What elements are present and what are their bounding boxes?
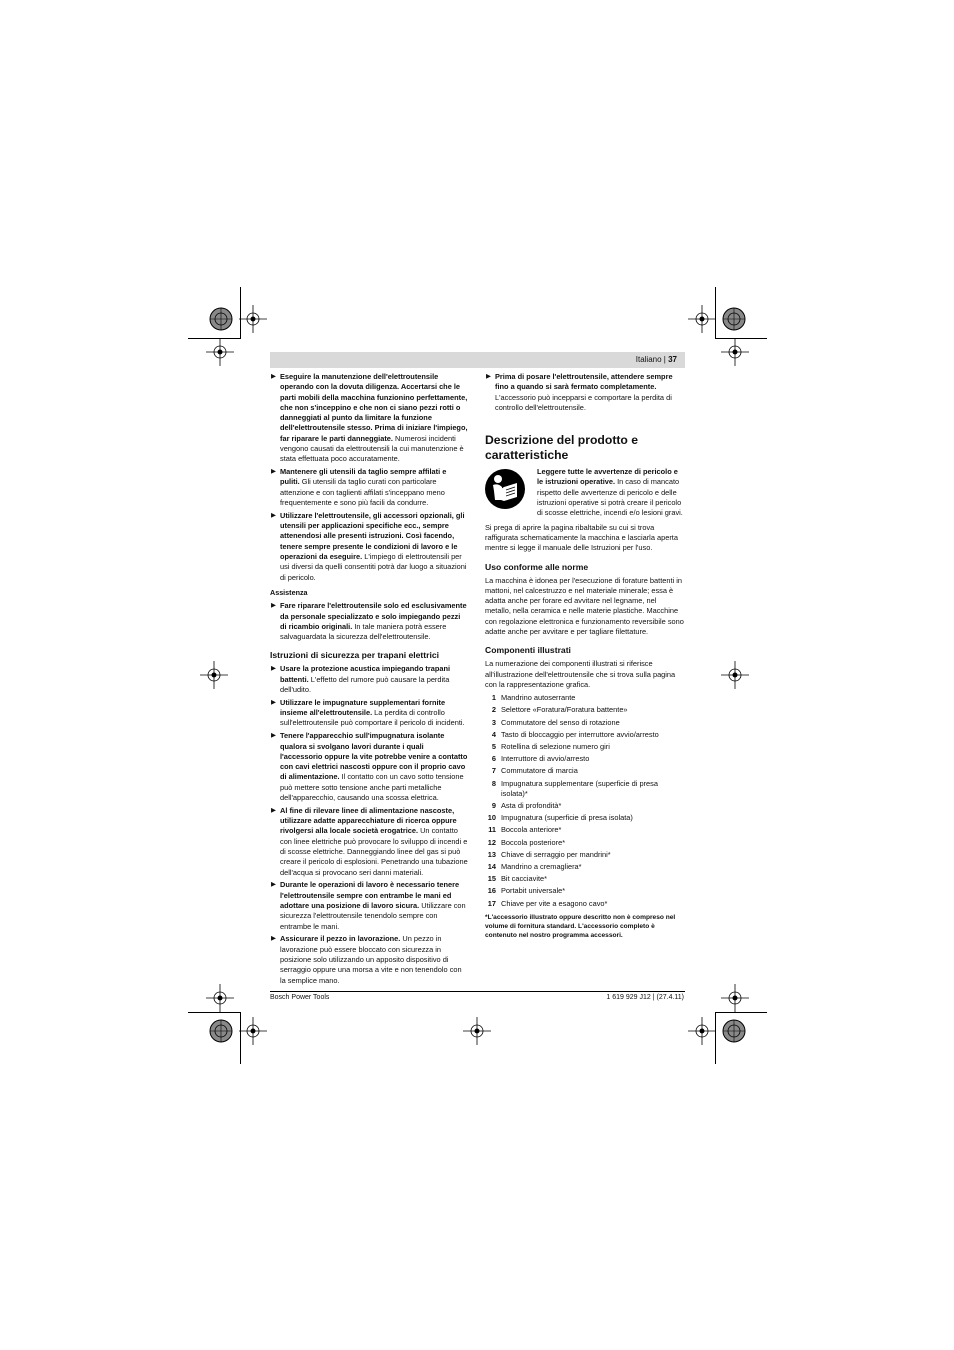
assistenza-heading: Assistenza	[270, 587, 308, 597]
component-number: 9	[491, 801, 496, 811]
component-number: 13	[487, 849, 496, 859]
component-list-item	[485, 766, 684, 776]
component-label: Commutatore di marcia	[501, 766, 578, 776]
component-number: 6	[491, 754, 496, 764]
registration-mark-icon	[721, 1018, 747, 1044]
component-label: Portabit universale*	[501, 886, 566, 896]
component-list-item	[485, 705, 684, 715]
item-text: Numerosi incidenti vengono causati da elettroutensili la cui manutenzione è stata effettuata poco accuratamente.	[280, 433, 464, 464]
item-bold: Assicurare il pezzo in lavorazione.	[280, 934, 401, 944]
component-list-item	[485, 693, 684, 703]
header-language: Italiano	[635, 355, 662, 364]
component-label: Impugnatura supplementare (superficie di presa isolata)*	[501, 778, 658, 798]
crosshair-icon	[721, 338, 749, 366]
item-bold: Utilizzare le impugnature supplementari fornite insieme all'elettroutensile.	[280, 697, 446, 718]
triangle-bullet-icon: ▶	[271, 732, 276, 740]
item-text: L'impiego di elettroutensili per usi diversi da quelli consentiti potrà dar luogo a situazioni di pericolo.	[280, 552, 467, 582]
component-list-item	[485, 801, 684, 811]
warning-block	[485, 467, 684, 518]
component-list-item	[485, 730, 684, 740]
component-label: Rotellina di selezione numero giri	[501, 741, 610, 751]
component-label: Tasto di bloccaggio per interruttore avvio/arresto	[501, 729, 659, 739]
bullet-item	[270, 880, 468, 931]
accessory-footnote: *L'accessorio illustrato oppure descritto non è compreso nel volume di fornitura standard. L'accessorio completo è contenuto nel nostro programma accessori.	[485, 913, 676, 939]
component-number: 4	[491, 729, 496, 739]
component-number: 2	[491, 705, 496, 715]
left-column	[270, 372, 468, 988]
component-number: 14	[487, 861, 496, 871]
item-text: In tale maniera potrà essere salvaguardata la sicurezza dell'elettroutensile.	[280, 621, 447, 642]
triangle-bullet-icon: ▶	[271, 935, 276, 943]
component-label: Bit cacciavite*	[501, 874, 548, 884]
use-paragraph: La macchina è idonea per l'esecuzione di forature battenti in mattoni, nel calcestruzzo e nel materiale minerale; essa è adatta anche per forare ed avvitare nel legname, nel metallo, nella ceramica e nelle materie plastiche. Macchine con regolazione elettronica e funzionamento reversibile sono adatte anche per avvitare e per tagliare filettature.	[485, 575, 684, 637]
item-bold: Mantenere gli utensili da taglio sempre affilati e puliti.	[280, 467, 447, 487]
item-bold: Eseguire la manutenzione dell'elettroutensile operando con la dovuta diligenza. Accertarsi che le parti mobili della macchina funzionino perfettamente, che non s'inceppino e che non ci siano pezzi rotti o danneggiati al punto da limitare la funzione dell'elettroutensile stesso. Prima di iniziare l'impiego, far riparare le parti danneggiate.	[280, 372, 468, 443]
registration-mark-icon	[208, 306, 234, 332]
component-list-item	[485, 779, 684, 800]
crosshair-icon	[688, 1017, 716, 1045]
component-list-item	[485, 754, 684, 764]
warning-text: In caso di mancato rispetto delle avvertenze di pericolo e delle istruzioni operative si potrà creare il pericolo di scosse elettriche, incendi e/o lesioni gravi.	[537, 477, 683, 518]
section-title: Descrizione del prodotto e caratteristiche	[485, 433, 639, 463]
triangle-bullet-icon: ▶	[271, 665, 276, 673]
bullet-item	[270, 934, 468, 985]
bullet-item	[270, 698, 468, 729]
registration-mark-icon	[721, 306, 747, 332]
page-number: 37	[668, 355, 677, 364]
component-number: 7	[491, 766, 496, 776]
crosshair-icon	[206, 984, 234, 1012]
component-list-item	[485, 718, 684, 728]
component-label: Boccola anteriore*	[501, 825, 562, 835]
header-separator: |	[663, 355, 666, 364]
component-list-item	[485, 742, 684, 752]
item-bold: Durante le operazioni di lavoro è necessario tenere l'elettroutensile sempre con entrambe le mani ed adottare una posizione di lavoro sicura.	[280, 880, 460, 910]
right-column	[485, 372, 684, 940]
component-label: Mandrino autoserrante	[501, 693, 576, 703]
triangle-bullet-icon: ▶	[271, 468, 276, 476]
crop-mark	[715, 1012, 767, 1013]
item-bold: Prima di posare l'elettroutensile, attendere sempre fino a quando si sarà fermato completamente.	[495, 372, 673, 392]
component-label: Impugnatura (superficie di presa isolata)	[501, 813, 633, 823]
component-label: Boccola posteriore*	[501, 837, 566, 847]
item-text: Gli utensili da taglio curati con particolare attenzione e con taglienti affilati s'inceppano meno frequentemente e sono più facili da condurre.	[280, 477, 445, 508]
footer-brand: Bosch Power Tools	[270, 994, 330, 1001]
item-text: La perdita di controllo sull'elettroutensile può comportare il pericolo di incidenti.	[280, 708, 465, 728]
component-list-item	[485, 886, 684, 896]
component-number: 11	[488, 825, 496, 835]
footer-code: 1 619 929 J12 | (27.4.11)	[606, 994, 684, 1001]
components-intro: La numerazione dei componenti illustrati si riferisce all'illustrazione dell'elettroutensile che si trova sulla pagina con la rappresentazione grafica.	[485, 659, 676, 689]
safety-heading: Istruzioni di sicurezza per trapani elettrici	[270, 650, 440, 661]
component-list-item	[485, 862, 684, 872]
crosshair-icon	[206, 338, 234, 366]
triangle-bullet-icon: ▶	[271, 511, 276, 519]
triangle-bullet-icon: ▶	[271, 602, 276, 610]
item-bold: Al fine di rilevare linee di alimentazione nascoste, utilizzare adatte apparecchiature di ricerca oppure rivolgersi alla locale società erogatrice.	[280, 805, 457, 836]
triangle-bullet-icon: ▶	[271, 698, 276, 706]
component-number: 5	[491, 741, 496, 751]
bullet-item	[270, 372, 468, 465]
header-label	[636, 354, 677, 365]
item-text: L'effetto del rumore può causare la perdita dell'udito.	[280, 674, 450, 695]
use-heading: Uso conforme alle norme	[485, 561, 589, 572]
footer-rule	[270, 991, 685, 992]
triangle-bullet-icon: ▶	[486, 373, 491, 380]
bullet-item	[270, 664, 468, 695]
triangle-bullet-icon: ▶	[271, 806, 276, 814]
item-bold: Tenere l'apparecchio sull'impugnatura isolante qualora si svolgano lavori durante i quali l'accessorio oppure la vite potrebbe venire a contatto con cavi elettrici nascosti oppure con il proprio cavo di alimentazione.	[280, 731, 468, 782]
foldout-paragraph: Si prega di aprire la pagina ribaltabile su cui si trova raffigurata schematicamente la macchina e lasciarla aperta mentre si legge il manuale delle Istruzioni per l'uso.	[485, 522, 678, 553]
component-label: Asta di profondità*	[501, 801, 562, 811]
component-label: Interruttore di avvio/arresto	[501, 754, 590, 764]
crop-mark	[188, 1012, 240, 1013]
item-text: L'accessorio può incepparsi e comportare la perdita di controllo dell'elettroutensile.	[495, 392, 672, 412]
warning-bold: Leggere tutte le avvertenze di pericolo e le istruzioni operative.	[537, 467, 678, 487]
crosshair-icon	[200, 661, 228, 689]
component-label: Selettore «Foratura/Foratura battente»	[501, 705, 628, 715]
crosshair-icon	[688, 305, 716, 333]
triangle-bullet-icon: ▶	[271, 881, 276, 889]
item-bold: Usare la protezione acustica impiegando trapani battenti.	[280, 664, 451, 684]
page-header	[270, 352, 685, 368]
bullet-item	[485, 372, 684, 413]
bullet-item	[270, 601, 468, 642]
crosshair-icon	[239, 1017, 267, 1045]
components-list	[485, 693, 684, 909]
component-list-item	[485, 874, 684, 884]
component-label: Commutatore del senso di rotazione	[501, 717, 620, 727]
registration-mark-icon	[208, 1018, 234, 1044]
component-number: 8	[491, 778, 496, 788]
bullet-item	[270, 806, 468, 878]
item-text: Il contatto con un cavo sotto tensione può mettere sotto tensione anche parti metalliche dell'apparecchio, causando una scossa elettrica.	[280, 772, 464, 802]
triangle-bullet-icon: ▶	[271, 373, 276, 380]
item-bold: Fare riparare l'elettroutensile solo ed esclusivamente da personale specializzato e solo impiegando pezzi di ricambio originali.	[280, 601, 467, 631]
component-number: 3	[491, 717, 496, 727]
read-manual-icon	[485, 469, 525, 509]
component-list-item	[485, 899, 684, 909]
component-list-item	[485, 825, 684, 835]
item-text: Un contatto con linee elettriche può provocare lo sviluppo di incendi e di scosse elettriche. Danneggiando linee del gas si può creare il pericolo di esplosioni. Penetrando una tubazione dell'acqua si provocano seri danni materiali.	[280, 826, 468, 877]
component-number: 10	[487, 813, 496, 823]
component-list-item	[485, 813, 684, 823]
bullet-item	[270, 467, 468, 508]
component-list-item	[485, 850, 684, 860]
component-number: 1	[491, 693, 496, 703]
component-label: Chiave di serraggio per mandrini*	[501, 849, 611, 859]
bullet-item	[270, 511, 468, 583]
component-list-item	[485, 838, 684, 848]
crosshair-icon	[721, 984, 749, 1012]
crosshair-icon	[239, 305, 267, 333]
component-number: 12	[487, 837, 496, 847]
components-heading: Componenti illustrati	[485, 645, 571, 656]
crosshair-icon	[463, 1017, 491, 1045]
warning-text-block	[537, 467, 684, 518]
item-text: Utilizzare con sicurezza l'elettroutensile tenendolo sempre con entrambe le mani.	[280, 900, 466, 931]
component-label: Chiave per vite a esagono cavo*	[501, 898, 608, 908]
item-text: Un pezzo in lavorazione può essere bloccato con sicurezza in posizione solo utilizzando un apposito dispositivo di serraggio oppure una morsa a vite e non tenendolo con la semplice mano.	[280, 934, 462, 985]
crosshair-icon	[721, 661, 749, 689]
bullet-item	[270, 731, 468, 803]
item-bold: Utilizzare l'elettroutensile, gli accessori opzionali, gli utensili per applicazioni specifiche ecc., sempre attenendosi alle presenti istruzioni. Così facendo, tenere sempre presente le condizioni di lavoro e le operazioni da eseguire.	[280, 510, 465, 562]
component-number: 16	[487, 886, 496, 896]
component-label: Mandrino a cremagliera*	[501, 861, 582, 871]
component-number: 17	[487, 898, 496, 908]
component-number: 15	[487, 874, 496, 884]
